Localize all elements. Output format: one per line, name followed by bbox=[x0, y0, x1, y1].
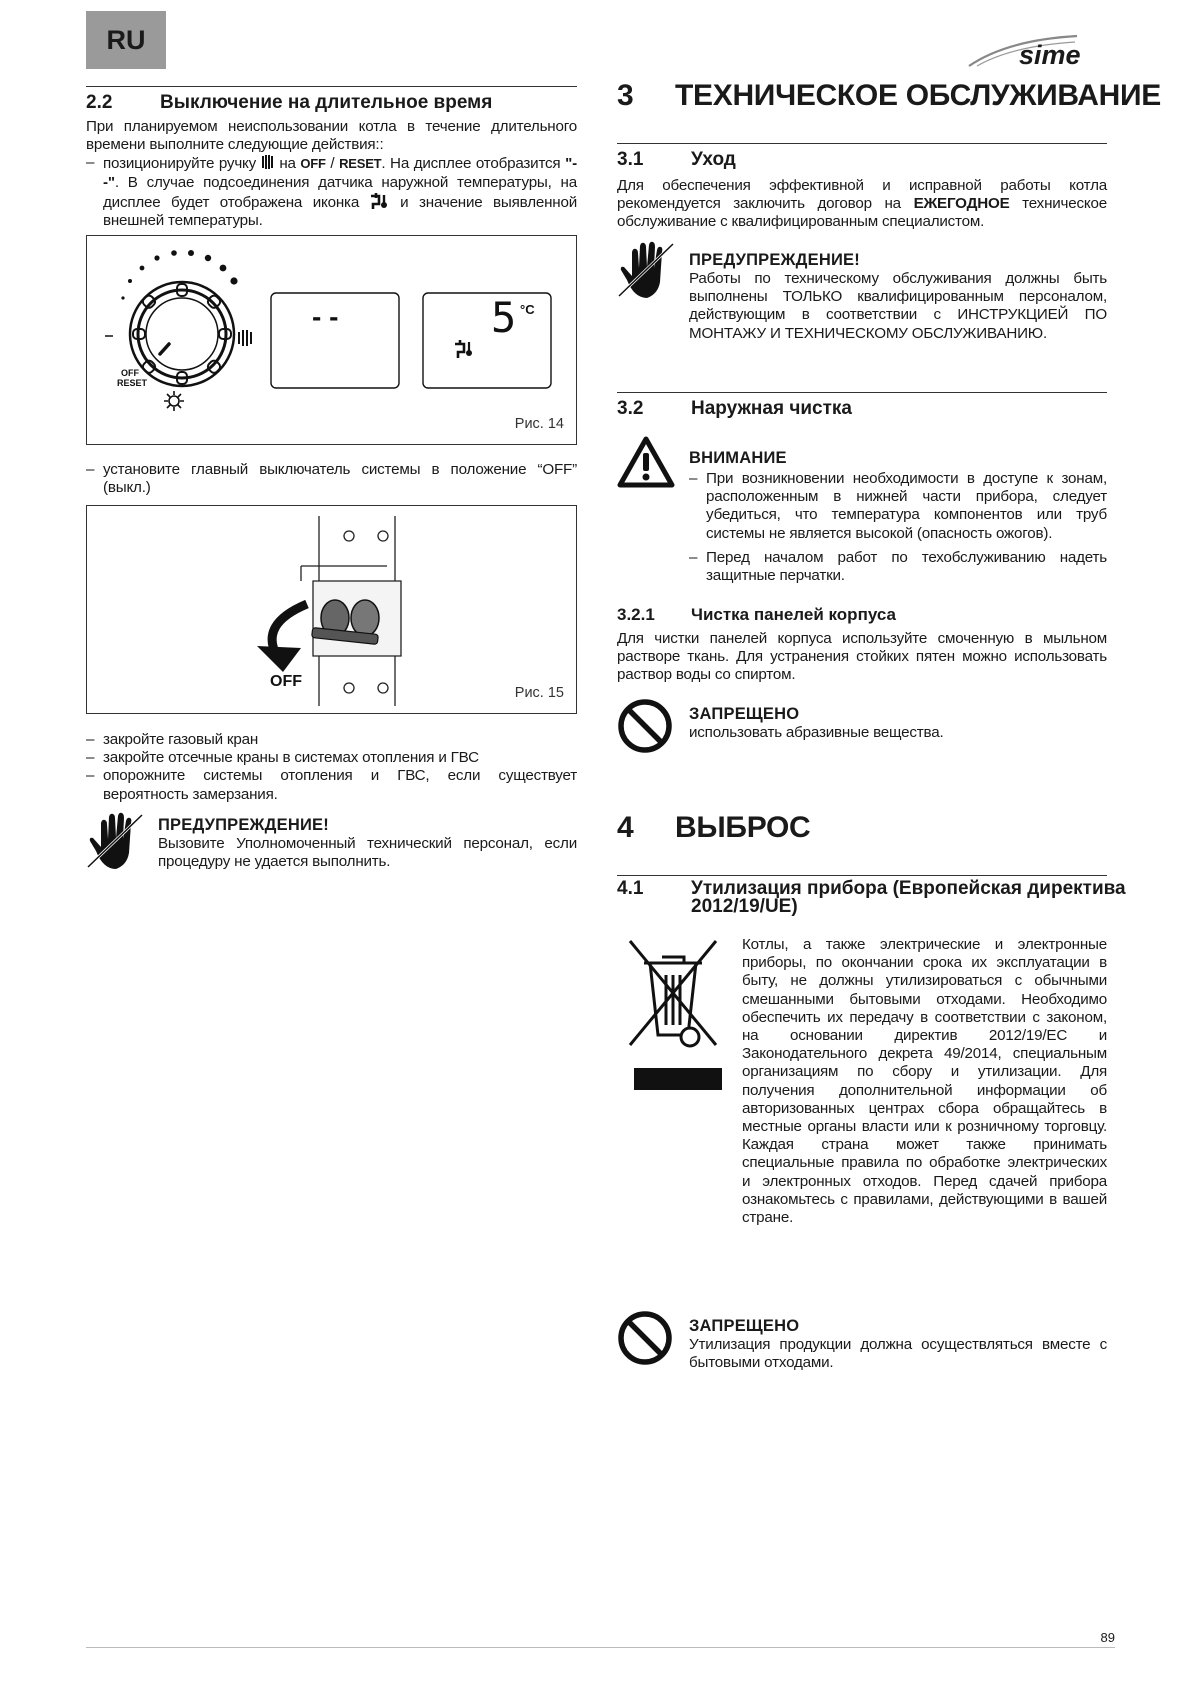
intro-paragraph: При планируемом неиспользовании котла в течение длительного времени выполните следующие действия:: bbox=[86, 118, 577, 154]
section-number: 3.2.1 bbox=[617, 605, 655, 624]
section-3-1-heading bbox=[617, 148, 1107, 172]
text: / bbox=[330, 155, 335, 173]
dial-scale-dots bbox=[121, 250, 237, 300]
text: на bbox=[279, 155, 296, 173]
divider bbox=[617, 392, 1107, 393]
footer-divider bbox=[86, 1647, 1115, 1648]
emphasis: ЕЖЕГОДНОЕ bbox=[913, 195, 1010, 213]
display-2-value: 5 bbox=[491, 293, 517, 342]
prohibited-title: ЗАПРЕЩЕНО bbox=[689, 705, 800, 723]
section-3-heading bbox=[617, 78, 1161, 114]
attention-title: ВНИМАНИЕ bbox=[689, 449, 787, 467]
figure-15 bbox=[86, 505, 577, 714]
off-label: OFF bbox=[270, 673, 302, 690]
divider bbox=[617, 875, 1107, 876]
section-3-2-1-text: Для чистки панелей корпуса используйте смоченную в мыльном растворе ткань. Для устранения стойких пятен можно использовать раствор воды со спиртом. bbox=[617, 630, 1107, 684]
outdoor-sensor-icon bbox=[455, 340, 472, 358]
section-number: 2.2 bbox=[86, 92, 113, 113]
crossed-bin-icon bbox=[626, 935, 722, 1095]
display-1-value: - - bbox=[312, 301, 339, 332]
warning-text: Вызовите Уполномоченный технический персонал, если процедуру не удается выполнить. bbox=[158, 835, 577, 871]
section-title: ТЕХНИЧЕСКОЕ ОБСЛУЖИВАНИЕ bbox=[675, 79, 1161, 112]
section-title-line-1: Утилизация прибора (Европейская директива bbox=[691, 878, 1126, 899]
section-title-line-2: 2012/19/UE) bbox=[691, 896, 798, 917]
no-entry-icon bbox=[617, 1310, 673, 1366]
text: и значение выявленной внешней температуры. bbox=[103, 193, 578, 230]
section-number: 4 bbox=[617, 811, 634, 844]
text: . На дисплее отобразится bbox=[381, 155, 561, 173]
reset-label: RESET bbox=[339, 156, 382, 172]
section-2-2-body bbox=[86, 118, 577, 230]
warning-text: Работы по техническому обслуживания должны быть выполнены ТОЛЬКО квалифицированным персоналом, действующим в соответствии с ИНСТРУКЦИЕЙ ПО МОНТАЖУ И ТЕХНИЧЕСКОМУ ОБСЛУЖИВАНИЮ. bbox=[689, 270, 1107, 342]
list-item: – Перед началом работ по техобслуживанию надеть защитные перчатки. bbox=[689, 549, 1107, 585]
divider bbox=[617, 143, 1107, 144]
text: . В случае подсоединения датчика наружной температуры, на дисплее будет отображена иконка bbox=[103, 173, 577, 211]
figure-caption: Рис. 14 bbox=[514, 416, 564, 432]
prohibited-block bbox=[689, 1316, 1107, 1372]
list bbox=[86, 731, 577, 804]
list-item: – закройте газовый кран bbox=[86, 731, 577, 749]
display-dashes: "- -" bbox=[103, 155, 577, 191]
section-number: 3 bbox=[617, 79, 634, 112]
hand-icon bbox=[86, 811, 148, 873]
warning-block bbox=[689, 250, 1107, 343]
knob-reset-label: RESET bbox=[117, 378, 148, 388]
list-item: – При возникновении необходимости в доступе к зонам, расположенным в нижней части прибора, следует убедиться, что температура компонентов или труб системы не является высокой (опасность ожогов). bbox=[689, 470, 1107, 543]
sime-logo-mark bbox=[967, 30, 1117, 70]
main-switch-diagram bbox=[87, 506, 576, 713]
warning-block bbox=[158, 815, 577, 871]
attention-triangle-icon bbox=[617, 436, 675, 488]
section-number: 3.1 bbox=[617, 149, 644, 170]
list-item: – установите главный выключатель системы в положение “OFF” (выкл.) bbox=[86, 461, 577, 497]
text: Для обеспечения эффективной и исправной работы котла рекомендуется заключить договор на bbox=[617, 177, 1107, 213]
prohibited-text: использовать абразивные вещества. bbox=[689, 724, 944, 741]
sun-icon bbox=[164, 391, 184, 411]
sime-logo bbox=[967, 30, 1117, 70]
off-label: OFF bbox=[300, 156, 326, 172]
section-title: Уход bbox=[691, 149, 736, 170]
weee-symbol bbox=[626, 935, 722, 1095]
list-item bbox=[86, 154, 577, 230]
warning-title: ПРЕДУПРЕЖДЕНИЕ! bbox=[158, 816, 329, 834]
hand-icon bbox=[617, 240, 679, 302]
section-2-2-heading bbox=[86, 91, 577, 115]
outdoor-sensor-icon bbox=[370, 192, 390, 210]
warning-triangle-icon bbox=[617, 436, 675, 488]
knob-off-label: OFF bbox=[121, 368, 139, 378]
prohibited-icon bbox=[617, 698, 673, 754]
attention-block bbox=[689, 448, 1107, 585]
text: позиционируйте ручку bbox=[103, 155, 257, 173]
text: техническое обслуживание с квалифицированным специалистом. bbox=[617, 195, 1107, 231]
figure-14 bbox=[86, 235, 577, 445]
section-4-heading bbox=[617, 810, 1107, 846]
hand-warning-icon bbox=[86, 811, 148, 873]
section-4-1-heading bbox=[617, 878, 1126, 924]
divider bbox=[86, 86, 577, 87]
section-3-1-text bbox=[617, 177, 1107, 232]
display-2-unit: °C bbox=[520, 302, 535, 317]
section-4-1-text: Котлы, а также электрические и электронные приборы, по окончании срока их эксплуатации в быту, не должны утилизироваться с обычными смешанными бытовыми отходами. Необходимо обеспечить их передачу в соответствии с законом, на основании директив 2012/19/ЕС и Законодательного декрета 49/2014, специальным организациям по сбору и утилизации. Для получения дополнительной информации об авторизованных центрах сбора обращайтесь в местные органы власти или к розничному торговцу. Каждая страна может также принимать специальные правила по обработке электрических и электронных отходов. Перед сдачей прибора ознакомьтесь с правилами, действующими в вашей стране. bbox=[742, 936, 1107, 1227]
section-title: Наружная чистка bbox=[691, 398, 852, 419]
section-title: Выключение на длительное время bbox=[160, 92, 493, 113]
section-number: 3.2 bbox=[617, 398, 644, 419]
list-item: – закройте отсечные краны в системах отопления и ГВС bbox=[86, 749, 577, 767]
section-3-2-heading bbox=[617, 397, 1107, 421]
warning-title: ПРЕДУПРЕЖДЕНИЕ! bbox=[689, 251, 860, 269]
prohibited-block bbox=[689, 704, 1107, 742]
radiator-icon bbox=[261, 154, 275, 170]
no-entry-icon bbox=[617, 698, 673, 754]
hand-warning-icon bbox=[617, 240, 679, 302]
prohibited-text: Утилизация продукции должна осуществляться вместе с бытовыми отходами. bbox=[689, 1336, 1107, 1372]
section-3-2-1-heading bbox=[617, 603, 1107, 625]
list bbox=[86, 461, 577, 497]
section-number: 4.1 bbox=[617, 878, 644, 899]
knob-pointer bbox=[160, 344, 169, 354]
logo-text: sime bbox=[1019, 40, 1081, 70]
language-badge: RU bbox=[86, 11, 166, 69]
figure-caption: Рис. 15 bbox=[514, 685, 564, 701]
prohibited-title: ЗАПРЕЩЕНО bbox=[689, 1317, 800, 1335]
prohibited-icon bbox=[617, 1310, 673, 1366]
section-title: Чистка панелей корпуса bbox=[691, 605, 896, 624]
page-number: 89 bbox=[1100, 1630, 1115, 1645]
list-item: – опорожните системы отопления и ГВС, если существует вероятность замерзания. bbox=[86, 767, 577, 803]
section-title: ВЫБРОС bbox=[675, 811, 811, 844]
control-panel-diagram bbox=[87, 236, 576, 444]
